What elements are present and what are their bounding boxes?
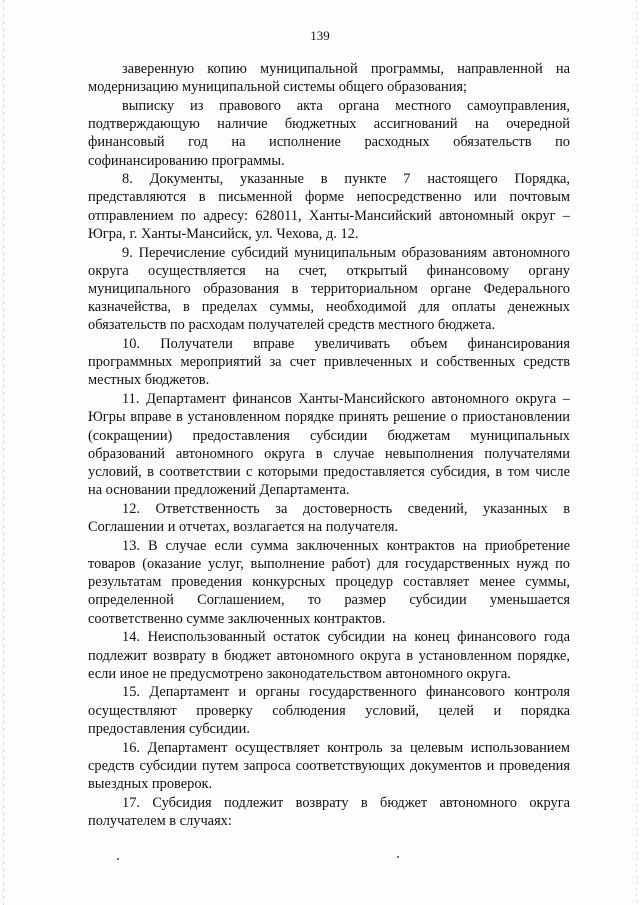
paragraph: выписку из правового акта органа местного самоуправления, подтверждающую наличие бюджетных ассигнований на очередной финансовый год на исполнение расходных обязательств по софинансированию программы. [88,97,570,169]
paragraph: 17. Субсидия подлежит возврату в бюджет автономного округа получателем в случаях: [88,794,570,829]
paragraph: заверенную копию муниципальной программы, направленной на модернизацию муниципальной системы общего образования; [88,61,570,96]
scan-edge-left [3,0,4,905]
paragraph: 8. Документы, указанные в пункте 7 настоящего Порядка, представляются в письменной форме непосредственно или почтовым отправлением по адресу: 628011, Ханты-Мансийский автономный округ – Югра, г. Ханты-Мансийск, ул. Чехова, д. 12. [88,171,570,242]
paragraph: 15. Департамент и органы государственного финансового контроля осуществляют проверку соблюдения условий, целей и порядка предоставления субсидии. [88,684,570,737]
page-number: 139 [310,28,330,43]
paragraph: 11. Департамент финансов Ханты-Мансийского автономного округа – Югры вправе в установленном порядке принять решение о приостановлении (сокращении) предоставления субсидии бюджетам муниципальных образований автономного округа в случае невыполнения получателями условий, в соответствии с которыми предоставляется субсидия, в том числе на основании предложений Департамента. [88,391,570,499]
scan-speck [397,856,399,858]
paragraph: 13. В случае если сумма заключенных контрактов на приобретение товаров (оказание услуг, выполнение работ) для государственных нужд по результатам проведения конкурсных процедур составляет менее суммы, определенной Соглашением, то размер субсидии уменьшается соответственно сумме заключенных контрактов. [88,537,570,627]
scan-edge-right [636,0,637,905]
paragraph: 14. Неиспользованный остаток субсидии на конец финансового года подлежит возврату в бюджет автономного округа в установленном порядке, если иное не предусмотрено законодательством автономного округа. [88,629,570,682]
paragraph: 12. Ответственность за достоверность сведений, указанных в Соглашении и отчетах, возлагается на получателя. [88,500,570,536]
paragraph: 16. Департамент осуществляет контроль за целевым использованием средств субсидии путем запроса соответствующих документов и проведения выездных проверок. [88,739,570,792]
scan-speck [117,858,119,860]
document-body [88,60,570,831]
paragraph: 9. Перечисление субсидий муниципальным образованиям автономного округа осуществляется на счет, открытый финансовому органу муниципального образования в территориальном органе Федерального казначейства, в пределах суммы, необходимой для оплаты денежных обязательств по расходам получателей средств местного бюджета. [88,244,570,334]
paragraph: 10. Получатели вправе увеличивать объем финансирования программных мероприятий за счет привлеченных и собственных средств местных бюджетов. [88,336,570,389]
